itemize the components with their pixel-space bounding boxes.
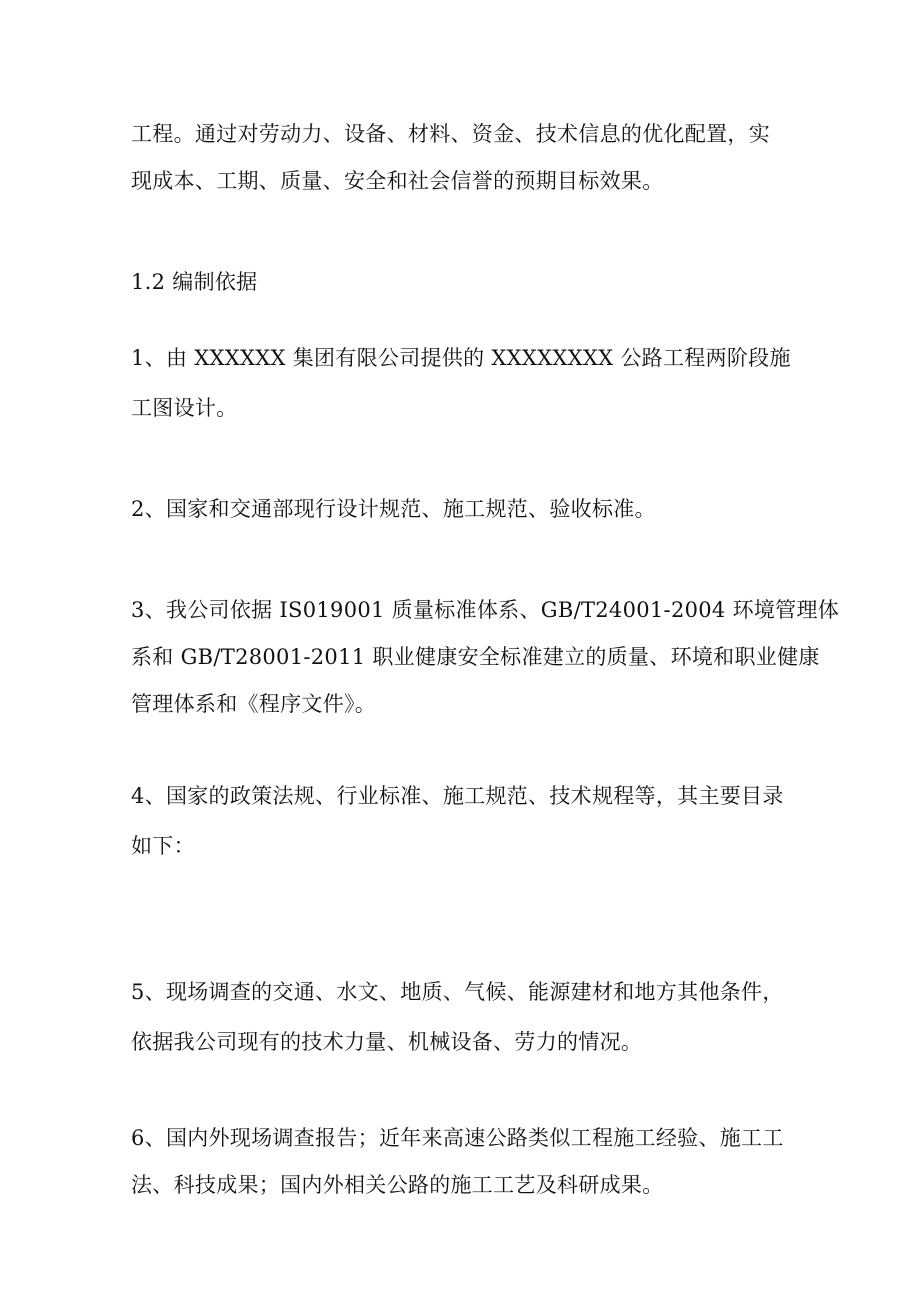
item-3-line-1: 3、我公司依据 IS019001 质量标准体系、GB/T24001-2004 环境管理体 [131, 598, 840, 622]
item-1-line-2: 工图设计。 [131, 396, 238, 420]
item-3-line-3: 管理体系和《程序文件》。 [131, 692, 377, 716]
item-5-line-1: 5、现场调查的交通、水文、地质、气候、能源建材和地方其他条件， [131, 980, 784, 1004]
item-4-line-2: 如下： [131, 834, 195, 858]
intro-paragraph-line-1: 工程。通过对劳动力、设备、材料、资金、技术信息的优化配置，实 [131, 122, 770, 146]
item-6-line-1: 6、国内外现场调查报告；近年来高速公路类似工程施工经验、施工工 [131, 1126, 784, 1150]
item-3-line-2: 系和 GB/T28001-2011 职业健康安全标准建立的质量、环境和职业健康 [131, 645, 820, 669]
item-1-line-1: 1、由 XXXXXX 集团有限公司提供的 XXXXXXXX 公路工程两阶段施 [131, 346, 791, 370]
item-5-line-2: 依据我公司现有的技术力量、机械设备、劳力的情况。 [131, 1030, 643, 1054]
item-2-line-1: 2、国家和交通部现行设计规范、施工规范、验收标准。 [131, 497, 656, 521]
section-heading: 1.2 编制依据 [131, 270, 258, 294]
item-4-line-1: 4、国家的政策法规、行业标准、施工规范、技术规程等，其主要目录 [131, 784, 784, 808]
item-6-line-2: 法、科技成果；国内外相关公路的施工工艺及科研成果。 [131, 1173, 664, 1197]
intro-paragraph-line-2: 现成本、工期、质量、安全和社会信誉的预期目标效果。 [131, 169, 664, 193]
